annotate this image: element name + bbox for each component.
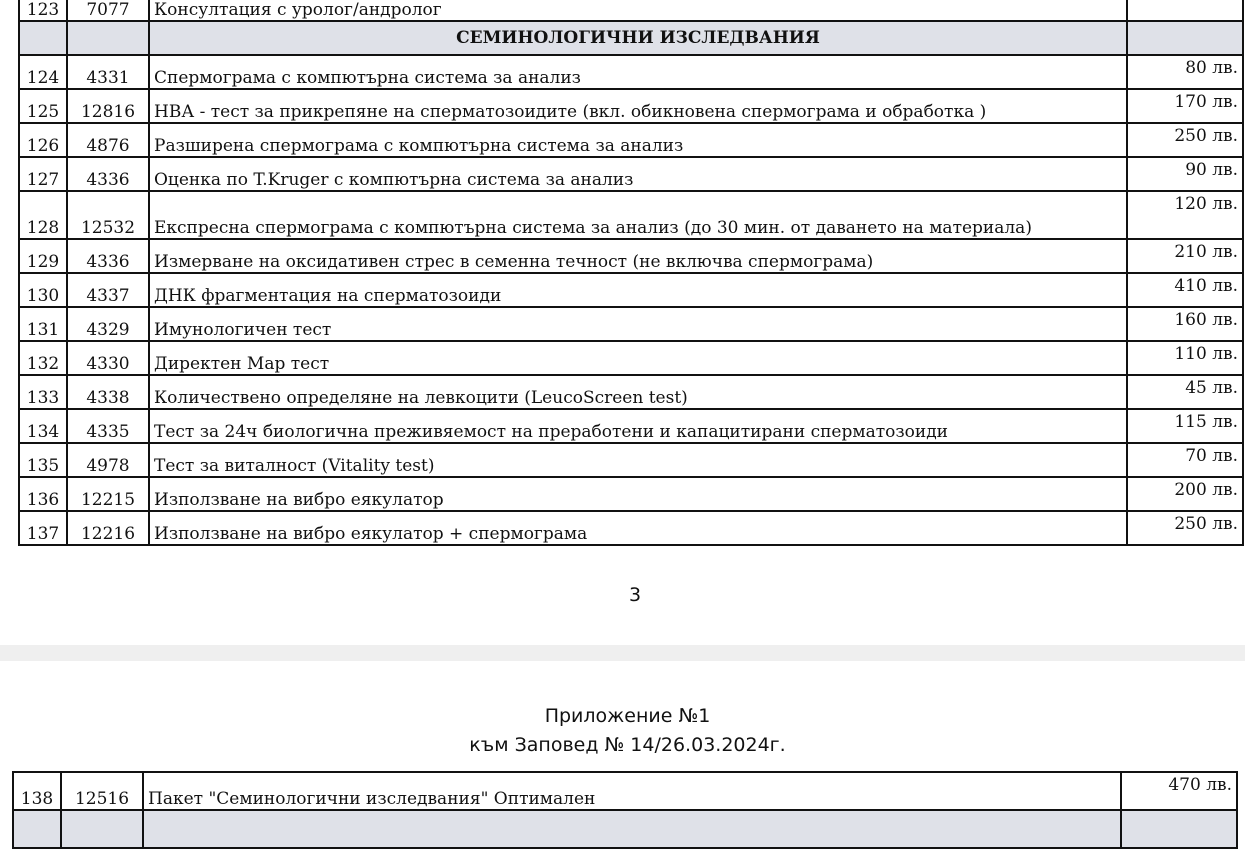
row-description: Спермограма с компютърна система за анализ — [149, 55, 1127, 89]
row-description: Експресна спермограма с компютърна система за анализ (до 30 мин. от даването на материала) — [149, 191, 1127, 239]
row-number: 127 — [19, 157, 67, 191]
row-code: 12516 — [61, 772, 143, 810]
row-price: 45 лв. — [1127, 375, 1243, 409]
row-code: 4336 — [67, 157, 149, 191]
row-number: 136 — [19, 477, 67, 511]
table-row — [19, 477, 1243, 511]
table-row — [19, 409, 1243, 443]
table-row — [19, 375, 1243, 409]
row-price: 80 лв. — [1127, 55, 1243, 89]
price-table — [12, 771, 1238, 849]
row-code: 4335 — [67, 409, 149, 443]
row-number: 137 — [19, 511, 67, 545]
table-row — [19, 191, 1243, 239]
row-price: 410 лв. — [1127, 273, 1243, 307]
row-code: 4329 — [67, 307, 149, 341]
row-code: 4330 — [67, 341, 149, 375]
row-description: Количествено определяне на левкоцити (LeucoScreen test) — [149, 375, 1127, 409]
row-number: 134 — [19, 409, 67, 443]
row-price: 470 лв. — [1121, 772, 1237, 810]
row-price: 170 лв. — [1127, 89, 1243, 123]
table-row — [19, 443, 1243, 477]
table-row — [19, 123, 1243, 157]
row-price — [1127, 0, 1243, 21]
row-number: 135 — [19, 443, 67, 477]
row-number: 130 — [19, 273, 67, 307]
row-description: Консултация с уролог/андролог — [149, 0, 1127, 21]
row-number: 128 — [19, 191, 67, 239]
row-code: 12532 — [67, 191, 149, 239]
appendix-title: Приложение №1 — [544, 705, 711, 727]
row-description: Използване на вибро еякулатор — [149, 477, 1127, 511]
row-description: Разширена спермограма с компютърна система за анализ — [149, 123, 1127, 157]
row-number: 124 — [19, 55, 67, 89]
table-row — [19, 55, 1243, 89]
row-code: 12816 — [67, 89, 149, 123]
row-code: 12216 — [67, 511, 149, 545]
table-row — [19, 511, 1243, 545]
row-price: 250 лв. — [1127, 511, 1243, 545]
row-description: Оценка по T.Kruger с компютърна система за анализ — [149, 157, 1127, 191]
table-row — [19, 273, 1243, 307]
order-reference: към Заповед № 14/26.03.2024г. — [469, 734, 786, 756]
row-description: Директен Мар тест — [149, 341, 1127, 375]
row-code: 4978 — [67, 443, 149, 477]
row-number: 123 — [19, 0, 67, 21]
row-price: 210 лв. — [1127, 239, 1243, 273]
row-code: 4338 — [67, 375, 149, 409]
row-price: 200 лв. — [1127, 477, 1243, 511]
row-number: 126 — [19, 123, 67, 157]
row-number: 138 — [13, 772, 61, 810]
document-page-4 — [0, 661, 1245, 818]
row-price: 250 лв. — [1127, 123, 1243, 157]
table-row — [19, 89, 1243, 123]
table-row — [19, 0, 1243, 21]
row-description: Използване на вибро еякулатор + спермограма — [149, 511, 1127, 545]
table-row — [19, 157, 1243, 191]
table-row — [19, 341, 1243, 375]
row-description: Пакет "Семинологични изследвания" Оптимален — [143, 772, 1121, 810]
row-code: 7077 — [67, 0, 149, 21]
row-description: Тест за виталност (Vitality test) — [149, 443, 1127, 477]
row-number: 125 — [19, 89, 67, 123]
section-header-row — [13, 810, 1237, 848]
row-price: 120 лв. — [1127, 191, 1243, 239]
table-row — [19, 239, 1243, 273]
section-header-row — [19, 21, 1243, 55]
section-title: СЕМИНОЛОГИЧНИ ИЗСЛЕДВАНИЯ — [149, 21, 1127, 55]
row-price: 110 лв. — [1127, 341, 1243, 375]
row-code: 4337 — [67, 273, 149, 307]
row-price: 160 лв. — [1127, 307, 1243, 341]
row-price: 115 лв. — [1127, 409, 1243, 443]
row-number: 133 — [19, 375, 67, 409]
row-number: 129 — [19, 239, 67, 273]
row-price: 70 лв. — [1127, 443, 1243, 477]
row-number: 131 — [19, 307, 67, 341]
page-separator — [0, 645, 1245, 661]
page-number: 3 — [628, 584, 642, 606]
row-description: ДНК фрагментация на сперматозоиди — [149, 273, 1127, 307]
row-code: 4331 — [67, 55, 149, 89]
row-description: Измерване на оксидативен стрес в семенна течност (не включва спермограма) — [149, 239, 1127, 273]
row-price: 90 лв. — [1127, 157, 1243, 191]
row-description: Имунологичен тест — [149, 307, 1127, 341]
row-code: 4876 — [67, 123, 149, 157]
table-row — [19, 307, 1243, 341]
table-row — [13, 772, 1237, 810]
row-code: 4336 — [67, 239, 149, 273]
row-description: Тест за 24ч биологична преживяемост на преработени и капацитирани сперматозоиди — [149, 409, 1127, 443]
row-description: НВА - тест за прикрепяне на сперматозоидите (вкл. обикновена спермограма и обработка ) — [149, 89, 1127, 123]
price-table — [18, 0, 1244, 546]
row-code: 12215 — [67, 477, 149, 511]
row-number: 132 — [19, 341, 67, 375]
